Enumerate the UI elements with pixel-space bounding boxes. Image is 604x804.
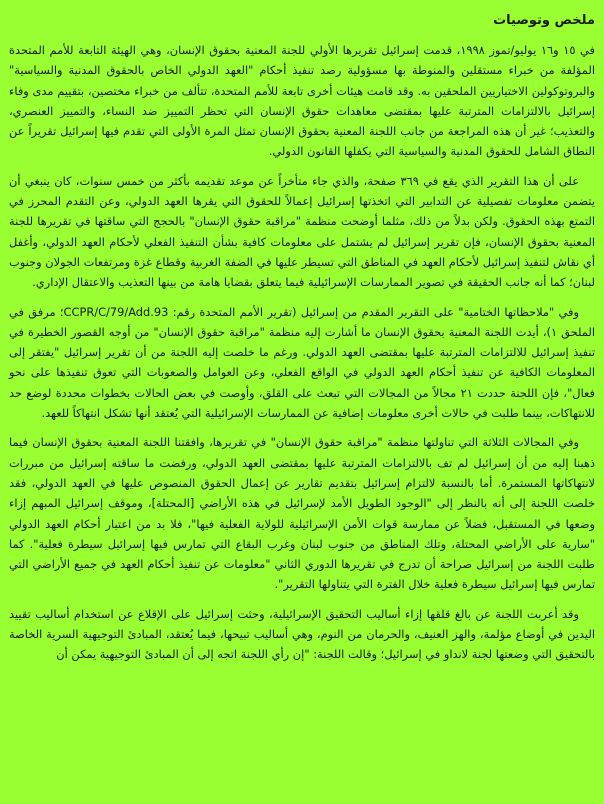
section-heading: ملخص وتوصيات [493, 13, 595, 28]
paragraph-4: وفي المجالات الثلاثة التي تناولتها منظمة "مراقبة حقوق الإنسان" في تقريرها، وافقتنا اللجنة المعنية بحقوق الإنسان فيما ذهبنا إليه من أن إسرائيل لم تف بالالتزامات المترتبة عليها بمقتضى العهد الدولي، ورفضت ما ساقته إسرائيل من مبررات لانتهاكاتها المستمرة. أما بالنسبة لالتزام إسرائيل بتقديم تقارير عن إعمال الحقوق المنصوص عليها في العهد الدولي، فقد خلصت اللجنة إلى أنه بالنظر إلى "الوجود الطويل الأمد لإسرائيل في هذه الأراضي [المحتلة]، وموقف إسرائيل المبهم إزاء وضعها في المستقبل، فضلاً عن ممارسة قوات الأمن الإسرائيلية للولاية الفعلية فيها"، فلا بد من اعتبار أحكام العهد الدولي "سارية على الأراضي المحتلة، وتلك المناطق من جنوب لبنان وغرب البقاع التي تمارس فيها إسرائيل سيطرة فعلية". كما طلبت اللجنة من إسرائيل صراحة أن تدرج في تقريرها الدوري الثاني "معلومات عن تنفيذ أحكام العهد في جميع الأراضي التي تمارس فيها إسرائيل سيطرة فعلية خلال الفترة التي يتناولها التقرير". [9, 435, 595, 592]
paragraph-2: على أن هذا التقرير الذي يقع في ٣٦٩ صفحة، والذي جاء متأخراً عن موعد تقديمه بأكثر من خمس سنوات، كان ينبغي أن يتضمن معلومات تفصيلية عن التدابير التي اتخذتها إسرائيل إعمالاً للحقوق التي يقرها العهد الدولي، وعن التقدم المحرز في التمتع بهذه الحقوق. ولكن بدلاً من ذلك، مثلما أوضحت منظمة "مراقبة حقوق الإنسان" بالحجج التي ساقتها في تقريرها للجنة المعنية بحقوق الإنسان، فإن تقرير إسرائيل لم يشتمل على معلومات كافية بشأن التنفيذ الفعلي لأحكام العهد الدولي، وأغفل أي نقاش لتنفيذ إسرائيل لأحكام العهد في المناطق التي تسيطر عليها في الضفة الغربية وقطاع غزة ومرتفعات الجولان وجنوب لبنان؛ كما أنه جانب الحقيقة في تصوير الممارسات الإسرائيلية فيما يتعلق بقضايا هامة من بينها التعذيب والاعتقال الإداري. [9, 173, 595, 290]
paragraph-5: وقد أعربت اللجنة عن بالغ قلقها إزاء أساليب التحقيق الإسرائيلية، وحثت إسرائيل على الإقلاع عن استخدام أساليب تقييد اليدين في أوضاع مؤلمة، والهز العنيف، والحرمان من النوم، وهي أساليب تبيحها، فيما يُعتقد، المبادئ التوجيهية السرية الخاصة بالتحقيق التي وضعتها لجنة لانداو في إسرائيل؛ وقالت اللجنة: "إن رأي اللجنة اتجه إلى أن المبادئ التوجيهية يمكن أن [9, 606, 595, 662]
paragraph-1: في ١٥ و١٦ يوليو/تموز ١٩٩٨، قدمت إسرائيل تقريرها الأولي للجنة المعنية بحقوق الإنسان، وهي الهيئة التابعة للأمم المتحدة المؤلفة من خبراء مستقلين والمنوطة بها مسؤولية رصد تنفيذ أحكام "العهد الدولي الخاص بالحقوق المدنية والسياسية" والبروتوكولين الاختياريين الملحقين به. وقد قامت هيئات أخرى تابعة للأمم المتحدة، تتألف من خبراء مختصين، بتقييم مدى وفاء إسرائيل بالالتزامات المترتبة عليها بمقتضى معاهدات حقوق الإنسان التي تحظر التمييز ضد النساء، والتمييز العنصري، والتعذيب؛ غير أن هذه المراجعة من جانب اللجنة المعنية بحقوق الإنسان تمثل المرة الأولى التي تقدم فيها إسرائيل تقريراً عن النطاق الشامل للحقوق المدنية والسياسية التي يكفلها القانون الدولي. [9, 43, 595, 159]
paragraph-3: وفي "ملاحظاتها الختامية" على التقرير المقدم من إسرائيل (تقرير الأمم المتحدة رقم: CCPR/C/79/Add.93؛ مرفق في الملحق ١)، أيدت اللجنة المعنية بحقوق الإنسان ما أشارت إليه منظمة "مراقبة حقوق الإنسان" من أوجه القصور الخطيرة في تنفيذ إسرائيل للالتزامات المترتبة عليها بمقتضى العهد الدولي. ورغم ما خلصت إليه اللجنة من أن تقرير إسرائيل "يفتقر إلى المعلومات الكافية عن تنفيذ أحكام العهد الدولي في الواقع الفعلي، وعن العوامل والصعوبات التي تعوق تنفيذها على نحو فعال"، فإن اللجنة حددت ٢١ مجالاً من المجالات التي تبعث على القلق، وأوصت في بعض الحالات بخطوات محددة لوضع حد للانتهاكات، بينما طلبت في حالات أخرى معلومات إضافية عن الممارسات الإسرائيلية التي يُعتقد أنها تشكل انتهاكاً للعهد. [9, 304, 595, 421]
